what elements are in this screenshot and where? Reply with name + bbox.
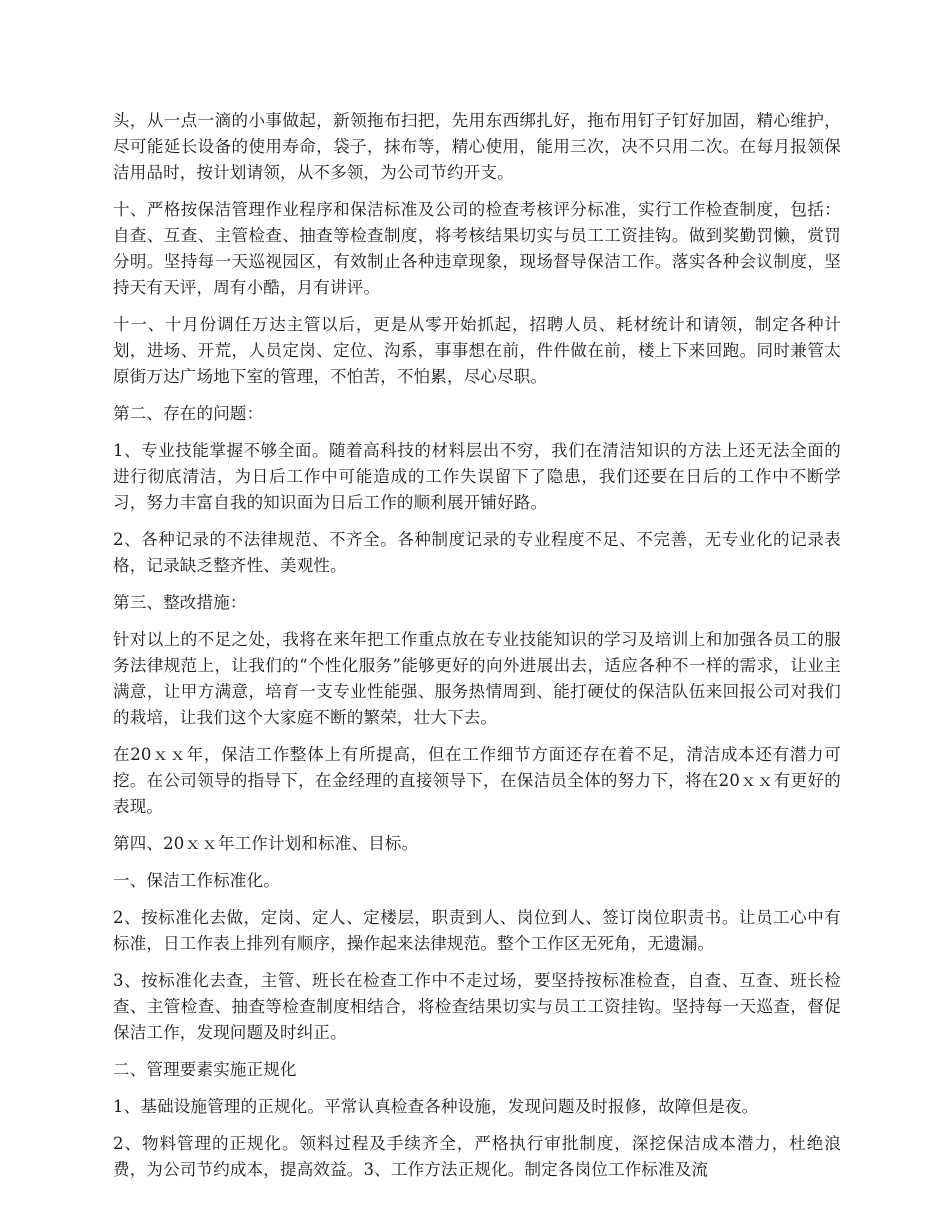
heading-existing-problems: 第二、存在的问题： xyxy=(113,404,264,423)
paragraph-waste-saving: 头，从一点一滴的小事做起，新领拖布扫把，先用东西绑扎好，拖布用钉子钉好加固，精心维护，尽可能延长设备的使用寿命，袋子，抹布等，精心使用，能用三次，决不只用二次。在每月报领保洁用品时，按计划请领，从不多领，为公司节约开支。 xyxy=(113,111,841,182)
heading-standardization: 一、保洁工作标准化。 xyxy=(113,871,280,890)
paragraph-problem-skills: 1、专业技能掌握不够全面。随着高科技的材料层出不穷，我们在清洁知识的方法上还无法全面的进行彻底清洁，为日后工作中可能造成的工作失误留下了隐患，我们还要在日后的工作中不断学习，努力丰富自我的知识面为日后工作的顺利展开铺好路。 xyxy=(113,441,841,512)
paragraph-standard-check: 3、按标准化去查，主管、班长在检查工作中不走过场，要坚持按标准检查，自查、互查、班长检查、主管检查、抽查等检查制度相结合，将检查结果切实与员工工资挂钩。坚持每一天巡查，督促保洁工作，发现问题及时纠正。 xyxy=(113,971,841,1042)
heading-work-plan: 第四、20ｘｘ年工作计划和标准、目标。 xyxy=(113,834,419,853)
paragraph-standard-do: 2、按标准化去做，定岗、定人、定楼层，职责到人、岗位到人、签订岗位职责书。让员工心中有标准，日工作表上排列有顺序，操作起来法律规范。整个工作区无死角，无遗漏。 xyxy=(113,908,841,953)
heading-rectification: 第三、整改措施： xyxy=(113,593,247,612)
document-page xyxy=(113,108,841,1194)
heading-management-regularization: 二、管理要素实施正规化 xyxy=(113,1060,297,1079)
paragraph-inspection-system: 十、严格按保洁管理作业程序和保洁标准及公司的检查考核评分标准，实行工作检查制度，包括：自查、互查、主管检查、抽查等检查制度，将考核结果切实与员工工资挂钩。做到奖勤罚懒，赏罚分明。坚持每一天巡视园区，有效制止各种违章现象，现场督导保洁工作。落实各种会议制度，坚持天有天评，周有小酷，月有讲评。 xyxy=(113,200,841,297)
paragraph-facility-management: 1、基础设施管理的正规化。平常认真检查各种设施，发现问题及时报修，故障但是夜。 xyxy=(113,1097,759,1116)
paragraph-year-summary: 在20ｘｘ年，保洁工作整体上有所提高，但在工作细节方面还存在着不足，清洁成本还有潜力可挖。在公司领导的指导下，在金经理的直接领导下，在保洁员全体的努力下，将在20ｘｘ有更好的表现。 xyxy=(113,745,841,816)
paragraph-material-management: 2、物料管理的正规化。领料过程及手续齐全，严格执行审批制度，深挖保洁成本潜力，杜绝浪费，为公司节约成本，提高效益。3、工作方法正规化。制定各岗位工作标准及流 xyxy=(113,1134,841,1179)
paragraph-rectification-plan: 针对以上的不足之处，我将在来年把工作重点放在专业技能知识的学习及培训上和加强各员工的服务法律规范上，让我们的“个性化服务”能够更好的向外进展出去，适应各种不一样的需求，让业主满意，让甲方满意，培育一支专业性能强、服务热情周到、能打硬仗的保洁队伍来回报公司对我们的栽培，让我们这个大家庭不断的繁荣，壮大下去。 xyxy=(113,630,841,727)
paragraph-problem-records: 2、各种记录的不法律规范、不齐全。各种制度记录的专业程度不足、不完善，无专业化的记录表格，记录缺乏整齐性、美观性。 xyxy=(113,530,841,575)
paragraph-wanda-supervisor: 十一、十月份调任万达主管以后，更是从零开始抓起，招聘人员、耗材统计和请领，制定各种计划，进场、开荒，人员定岗、定位、沟系，事事想在前，件件做在前，楼上下来回跑。同时兼管太原街万达广场地下室的管理，不怕苦，不怕累，尽心尽职。 xyxy=(113,315,841,386)
